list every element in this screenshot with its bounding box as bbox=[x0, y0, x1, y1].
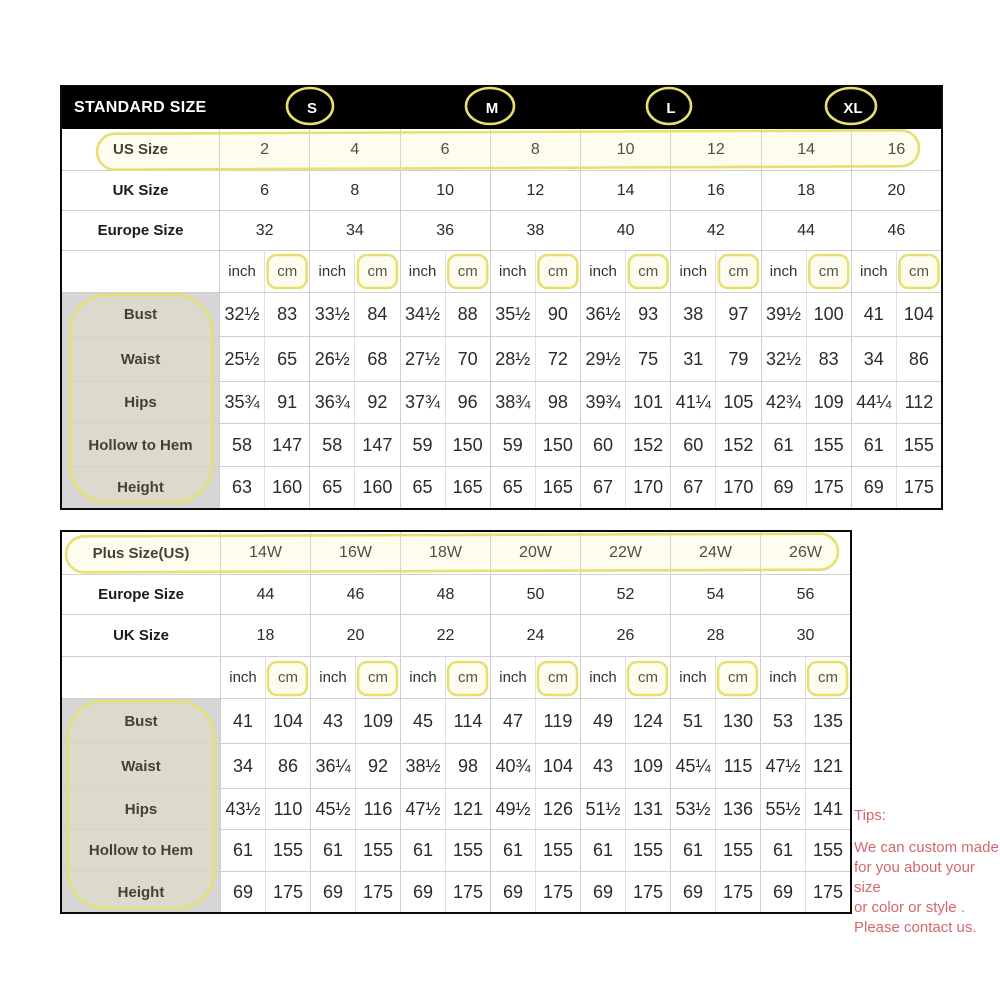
size-value: 8 bbox=[490, 129, 580, 170]
measurement-value: 175 bbox=[715, 872, 760, 912]
measurement-value: 40¾ bbox=[490, 744, 535, 788]
measurement-value: 39½ bbox=[761, 293, 806, 336]
size-value: 36 bbox=[400, 211, 490, 250]
size-value: 16 bbox=[670, 171, 760, 210]
measurement-value: 92 bbox=[355, 744, 400, 788]
plus-size-rows bbox=[62, 532, 850, 912]
measurement-value: 175 bbox=[265, 872, 310, 912]
measurement-value: 124 bbox=[625, 699, 670, 743]
unit-row bbox=[62, 656, 850, 698]
measurement-value: 147 bbox=[264, 424, 309, 466]
size-value: 8 bbox=[309, 171, 399, 210]
size-value: 30 bbox=[760, 615, 850, 656]
cm-label: cm bbox=[625, 657, 670, 698]
cm-label: cm bbox=[625, 251, 670, 292]
measurement-value: 65 bbox=[490, 467, 535, 508]
measurement-value: 61 bbox=[220, 830, 265, 871]
measurement-value: 105 bbox=[715, 382, 760, 423]
measurement-value: 100 bbox=[806, 293, 851, 336]
measurement-value: 160 bbox=[354, 467, 399, 508]
measurement-value: 165 bbox=[445, 467, 490, 508]
measurement-row bbox=[62, 423, 941, 466]
size-value: 42 bbox=[670, 211, 760, 250]
size-value: 48 bbox=[400, 575, 490, 614]
measurement-value: 155 bbox=[896, 424, 941, 466]
measurement-value: 75 bbox=[625, 337, 670, 381]
inch-label: inch bbox=[310, 657, 355, 698]
inch-label: inch bbox=[219, 251, 264, 292]
measurement-value: 44¼ bbox=[851, 382, 896, 423]
measurement-value: 36¾ bbox=[309, 382, 354, 423]
measurement-value: 61 bbox=[761, 424, 806, 466]
size-value: 20 bbox=[310, 615, 400, 656]
measurement-value: 147 bbox=[354, 424, 399, 466]
unit-row bbox=[62, 250, 941, 292]
measurement-value: 60 bbox=[580, 424, 625, 466]
size-value: 16 bbox=[851, 129, 941, 170]
measurement-value: 104 bbox=[896, 293, 941, 336]
inch-label: inch bbox=[670, 251, 715, 292]
size-row bbox=[62, 210, 941, 250]
measurement-value: 72 bbox=[535, 337, 580, 381]
unit-row-label bbox=[62, 657, 220, 698]
measurement-label: Hollow to Hem bbox=[62, 424, 219, 466]
measurement-value: 69 bbox=[670, 872, 715, 912]
measurement-value: 49½ bbox=[490, 789, 535, 829]
inch-label: inch bbox=[670, 657, 715, 698]
measurement-value: 36¼ bbox=[310, 744, 355, 788]
inch-label: inch bbox=[309, 251, 354, 292]
measurement-value: 91 bbox=[264, 382, 309, 423]
inch-label: inch bbox=[490, 657, 535, 698]
measurement-value: 33½ bbox=[309, 293, 354, 336]
size-value: 16W bbox=[310, 532, 400, 574]
measurement-value: 61 bbox=[400, 830, 445, 871]
measurement-value: 152 bbox=[715, 424, 760, 466]
cm-label: cm bbox=[354, 251, 399, 292]
size-value: 22 bbox=[400, 615, 490, 656]
measurement-value: 83 bbox=[806, 337, 851, 381]
size-value: 46 bbox=[851, 211, 941, 250]
cm-label: cm bbox=[715, 251, 760, 292]
size-value: 18 bbox=[761, 171, 851, 210]
measurement-value: 35¾ bbox=[219, 382, 264, 423]
measurement-value: 65 bbox=[309, 467, 354, 508]
measurement-value: 41 bbox=[851, 293, 896, 336]
tips-line: for you about your size bbox=[854, 859, 975, 896]
measurement-value: 155 bbox=[535, 830, 580, 871]
cm-label: cm bbox=[265, 657, 310, 698]
measurement-value: 175 bbox=[445, 872, 490, 912]
measurement-row bbox=[62, 829, 850, 871]
size-value: 24W bbox=[670, 532, 760, 574]
measurement-value: 170 bbox=[715, 467, 760, 508]
measurement-value: 26½ bbox=[309, 337, 354, 381]
measurement-value: 175 bbox=[805, 872, 850, 912]
measurement-value: 104 bbox=[535, 744, 580, 788]
measurement-value: 97 bbox=[715, 293, 760, 336]
measurement-value: 61 bbox=[760, 830, 805, 871]
cm-label: cm bbox=[535, 251, 580, 292]
measurement-value: 35½ bbox=[490, 293, 535, 336]
measurement-label: Height bbox=[62, 467, 219, 508]
measurement-value: 126 bbox=[535, 789, 580, 829]
size-value: 44 bbox=[761, 211, 851, 250]
measurement-value: 59 bbox=[490, 424, 535, 466]
size-value: 32 bbox=[219, 211, 309, 250]
size-row bbox=[62, 129, 941, 170]
measurement-value: 96 bbox=[445, 382, 490, 423]
measurement-value: 175 bbox=[625, 872, 670, 912]
measurement-value: 150 bbox=[535, 424, 580, 466]
measurement-value: 27½ bbox=[400, 337, 445, 381]
measurement-value: 67 bbox=[670, 467, 715, 508]
measurement-value: 51½ bbox=[580, 789, 625, 829]
measurement-value: 69 bbox=[490, 872, 535, 912]
inch-label: inch bbox=[851, 251, 896, 292]
measurement-value: 155 bbox=[445, 830, 490, 871]
measurement-value: 112 bbox=[896, 382, 941, 423]
measurement-value: 43½ bbox=[220, 789, 265, 829]
measurement-value: 61 bbox=[851, 424, 896, 466]
measurement-value: 79 bbox=[715, 337, 760, 381]
measurement-value: 69 bbox=[851, 467, 896, 508]
cm-label: cm bbox=[896, 251, 941, 292]
measurement-value: 155 bbox=[805, 830, 850, 871]
measurement-value: 135 bbox=[805, 699, 850, 743]
measurement-value: 69 bbox=[760, 872, 805, 912]
inch-label: inch bbox=[760, 657, 805, 698]
size-group-s: S bbox=[306, 99, 317, 117]
measurement-value: 98 bbox=[445, 744, 490, 788]
measurement-value: 109 bbox=[355, 699, 400, 743]
measurement-value: 38¾ bbox=[490, 382, 535, 423]
measurement-value: 93 bbox=[625, 293, 670, 336]
measurement-value: 45½ bbox=[310, 789, 355, 829]
cm-label: cm bbox=[535, 657, 580, 698]
measurement-value: 34 bbox=[220, 744, 265, 788]
inch-label: inch bbox=[490, 251, 535, 292]
measurement-value: 69 bbox=[310, 872, 355, 912]
size-value: 12 bbox=[670, 129, 760, 170]
measurement-label: Waist bbox=[62, 337, 219, 381]
measurement-label: Height bbox=[62, 872, 220, 912]
measurement-value: 109 bbox=[806, 382, 851, 423]
measurement-value: 101 bbox=[625, 382, 670, 423]
measurement-value: 28½ bbox=[490, 337, 535, 381]
size-value: 4 bbox=[309, 129, 399, 170]
measurement-value: 114 bbox=[445, 699, 490, 743]
measurement-value: 47 bbox=[490, 699, 535, 743]
size-value: 46 bbox=[310, 575, 400, 614]
measurement-value: 55½ bbox=[760, 789, 805, 829]
measurement-value: 61 bbox=[490, 830, 535, 871]
size-value: 38 bbox=[490, 211, 580, 250]
measurement-value: 25½ bbox=[219, 337, 264, 381]
measurement-value: 84 bbox=[354, 293, 399, 336]
measurement-value: 68 bbox=[354, 337, 399, 381]
measurement-value: 61 bbox=[580, 830, 625, 871]
size-value: 20W bbox=[490, 532, 580, 574]
size-value: 10 bbox=[580, 129, 670, 170]
inch-label: inch bbox=[761, 251, 806, 292]
measurement-value: 47½ bbox=[760, 744, 805, 788]
size-value: 28 bbox=[670, 615, 760, 656]
size-value: 56 bbox=[760, 575, 850, 614]
measurement-value: 58 bbox=[219, 424, 264, 466]
measurement-value: 83 bbox=[264, 293, 309, 336]
measurement-row bbox=[62, 381, 941, 423]
measurement-value: 49 bbox=[580, 699, 625, 743]
cm-label: cm bbox=[445, 657, 490, 698]
measurement-value: 121 bbox=[445, 789, 490, 829]
size-row bbox=[62, 170, 941, 210]
measurement-label: Hips bbox=[62, 789, 220, 829]
size-row bbox=[62, 574, 850, 614]
size-group-xl: XL bbox=[843, 99, 863, 117]
measurement-value: 39¾ bbox=[580, 382, 625, 423]
measurement-value: 29½ bbox=[580, 337, 625, 381]
measurement-value: 42¾ bbox=[761, 382, 806, 423]
measurement-value: 60 bbox=[670, 424, 715, 466]
measurement-value: 65 bbox=[400, 467, 445, 508]
measurement-row bbox=[62, 466, 941, 508]
size-value: 18 bbox=[220, 615, 310, 656]
size-value: 14 bbox=[580, 171, 670, 210]
inch-label: inch bbox=[580, 657, 625, 698]
measurement-value: 45¼ bbox=[670, 744, 715, 788]
row-label: UK Size bbox=[113, 627, 169, 644]
size-value: 10 bbox=[400, 171, 490, 210]
tips-line: We can custom made bbox=[854, 839, 999, 856]
measurement-value: 170 bbox=[625, 467, 670, 508]
measurement-value: 34 bbox=[851, 337, 896, 381]
inch-label: inch bbox=[220, 657, 265, 698]
measurement-value: 47½ bbox=[400, 789, 445, 829]
measurement-value: 160 bbox=[264, 467, 309, 508]
measurement-row bbox=[62, 788, 850, 829]
measurement-label: Hollow to Hem bbox=[62, 830, 220, 871]
plus-size-table bbox=[60, 530, 852, 914]
measurement-value: 53½ bbox=[670, 789, 715, 829]
measurement-value: 61 bbox=[310, 830, 355, 871]
tips-heading: Tips: bbox=[854, 807, 886, 824]
measurement-label: Bust bbox=[62, 699, 220, 743]
measurement-value: 155 bbox=[265, 830, 310, 871]
measurement-value: 32½ bbox=[761, 337, 806, 381]
measurement-value: 175 bbox=[535, 872, 580, 912]
cm-label: cm bbox=[806, 251, 851, 292]
size-row bbox=[62, 614, 850, 656]
measurement-value: 110 bbox=[265, 789, 310, 829]
measurement-value: 41¼ bbox=[670, 382, 715, 423]
row-label: Europe Size bbox=[97, 222, 184, 239]
measurement-value: 165 bbox=[535, 467, 580, 508]
size-value: 50 bbox=[490, 575, 580, 614]
size-value: 22W bbox=[580, 532, 670, 574]
measurement-value: 69 bbox=[580, 872, 625, 912]
size-value: 54 bbox=[670, 575, 760, 614]
row-label: US Size bbox=[112, 141, 169, 158]
measurement-value: 155 bbox=[715, 830, 760, 871]
measurement-row bbox=[62, 698, 850, 743]
measurement-value: 58 bbox=[309, 424, 354, 466]
measurement-value: 175 bbox=[896, 467, 941, 508]
measurement-row bbox=[62, 292, 941, 336]
size-value: 14W bbox=[220, 532, 310, 574]
size-group-l: L bbox=[666, 99, 676, 117]
size-value: 34 bbox=[309, 211, 399, 250]
size-value: 26W bbox=[760, 532, 850, 574]
measurement-value: 38 bbox=[670, 293, 715, 336]
size-row bbox=[62, 532, 850, 574]
measurement-value: 119 bbox=[535, 699, 580, 743]
measurement-value: 175 bbox=[355, 872, 400, 912]
measurement-label: Waist bbox=[62, 744, 220, 788]
size-value: 26 bbox=[580, 615, 670, 656]
measurement-value: 63 bbox=[219, 467, 264, 508]
row-label: Plus Size(US) bbox=[92, 544, 190, 562]
measurement-value: 155 bbox=[625, 830, 670, 871]
size-value: 2 bbox=[219, 129, 309, 170]
inch-label: inch bbox=[400, 251, 445, 292]
measurement-value: 86 bbox=[896, 337, 941, 381]
cm-label: cm bbox=[264, 251, 309, 292]
measurement-value: 155 bbox=[806, 424, 851, 466]
tips-line: Please contact us. bbox=[854, 919, 977, 936]
measurement-value: 155 bbox=[355, 830, 400, 871]
standard-size-rows bbox=[62, 129, 941, 508]
standard-size-table bbox=[60, 85, 943, 510]
measurement-value: 43 bbox=[310, 699, 355, 743]
standard-size-header bbox=[62, 87, 941, 129]
size-value: 12 bbox=[490, 171, 580, 210]
measurement-value: 115 bbox=[715, 744, 760, 788]
size-value: 18W bbox=[400, 532, 490, 574]
standard-size-title: STANDARD SIZE bbox=[74, 99, 207, 116]
measurement-value: 131 bbox=[625, 789, 670, 829]
measurement-value: 59 bbox=[400, 424, 445, 466]
measurement-row bbox=[62, 336, 941, 381]
measurement-value: 70 bbox=[445, 337, 490, 381]
measurement-value: 86 bbox=[265, 744, 310, 788]
measurement-value: 130 bbox=[715, 699, 760, 743]
measurement-label: Bust bbox=[62, 293, 219, 336]
measurement-value: 88 bbox=[445, 293, 490, 336]
measurement-value: 45 bbox=[400, 699, 445, 743]
measurement-value: 152 bbox=[625, 424, 670, 466]
measurement-value: 32½ bbox=[219, 293, 264, 336]
measurement-value: 109 bbox=[625, 744, 670, 788]
measurement-row bbox=[62, 743, 850, 788]
measurement-value: 116 bbox=[355, 789, 400, 829]
inch-label: inch bbox=[580, 251, 625, 292]
cm-label: cm bbox=[715, 657, 760, 698]
measurement-value: 31 bbox=[670, 337, 715, 381]
size-value: 52 bbox=[580, 575, 670, 614]
inch-label: inch bbox=[400, 657, 445, 698]
measurement-value: 92 bbox=[354, 382, 399, 423]
unit-row-label bbox=[62, 251, 219, 292]
size-value: 44 bbox=[220, 575, 310, 614]
measurement-value: 69 bbox=[400, 872, 445, 912]
measurement-value: 34½ bbox=[400, 293, 445, 336]
tips-note bbox=[854, 806, 1000, 938]
measurement-value: 61 bbox=[670, 830, 715, 871]
measurement-value: 51 bbox=[670, 699, 715, 743]
row-label: UK Size bbox=[112, 182, 169, 199]
measurement-row bbox=[62, 871, 850, 912]
size-value: 24 bbox=[490, 615, 580, 656]
cm-label: cm bbox=[445, 251, 490, 292]
row-label: Europe Size bbox=[98, 586, 184, 603]
measurement-value: 150 bbox=[445, 424, 490, 466]
size-value: 40 bbox=[580, 211, 670, 250]
measurement-value: 90 bbox=[535, 293, 580, 336]
measurement-value: 136 bbox=[715, 789, 760, 829]
measurement-value: 37¾ bbox=[400, 382, 445, 423]
size-value: 6 bbox=[219, 171, 309, 210]
cm-label: cm bbox=[805, 657, 850, 698]
cm-label: cm bbox=[355, 657, 400, 698]
measurement-label: Hips bbox=[62, 382, 219, 423]
measurement-value: 175 bbox=[806, 467, 851, 508]
measurement-value: 141 bbox=[805, 789, 850, 829]
tips-line: or color or style . bbox=[854, 899, 965, 916]
size-value: 14 bbox=[761, 129, 851, 170]
measurement-value: 67 bbox=[580, 467, 625, 508]
measurement-value: 65 bbox=[264, 337, 309, 381]
measurement-value: 121 bbox=[805, 744, 850, 788]
measurement-value: 69 bbox=[220, 872, 265, 912]
size-value: 20 bbox=[851, 171, 941, 210]
size-value: 6 bbox=[400, 129, 490, 170]
measurement-value: 43 bbox=[580, 744, 625, 788]
measurement-value: 41 bbox=[220, 699, 265, 743]
measurement-value: 69 bbox=[761, 467, 806, 508]
measurement-value: 104 bbox=[265, 699, 310, 743]
measurement-value: 38½ bbox=[400, 744, 445, 788]
size-group-m: M bbox=[485, 99, 499, 117]
measurement-value: 98 bbox=[535, 382, 580, 423]
measurement-value: 53 bbox=[760, 699, 805, 743]
measurement-value: 36½ bbox=[580, 293, 625, 336]
